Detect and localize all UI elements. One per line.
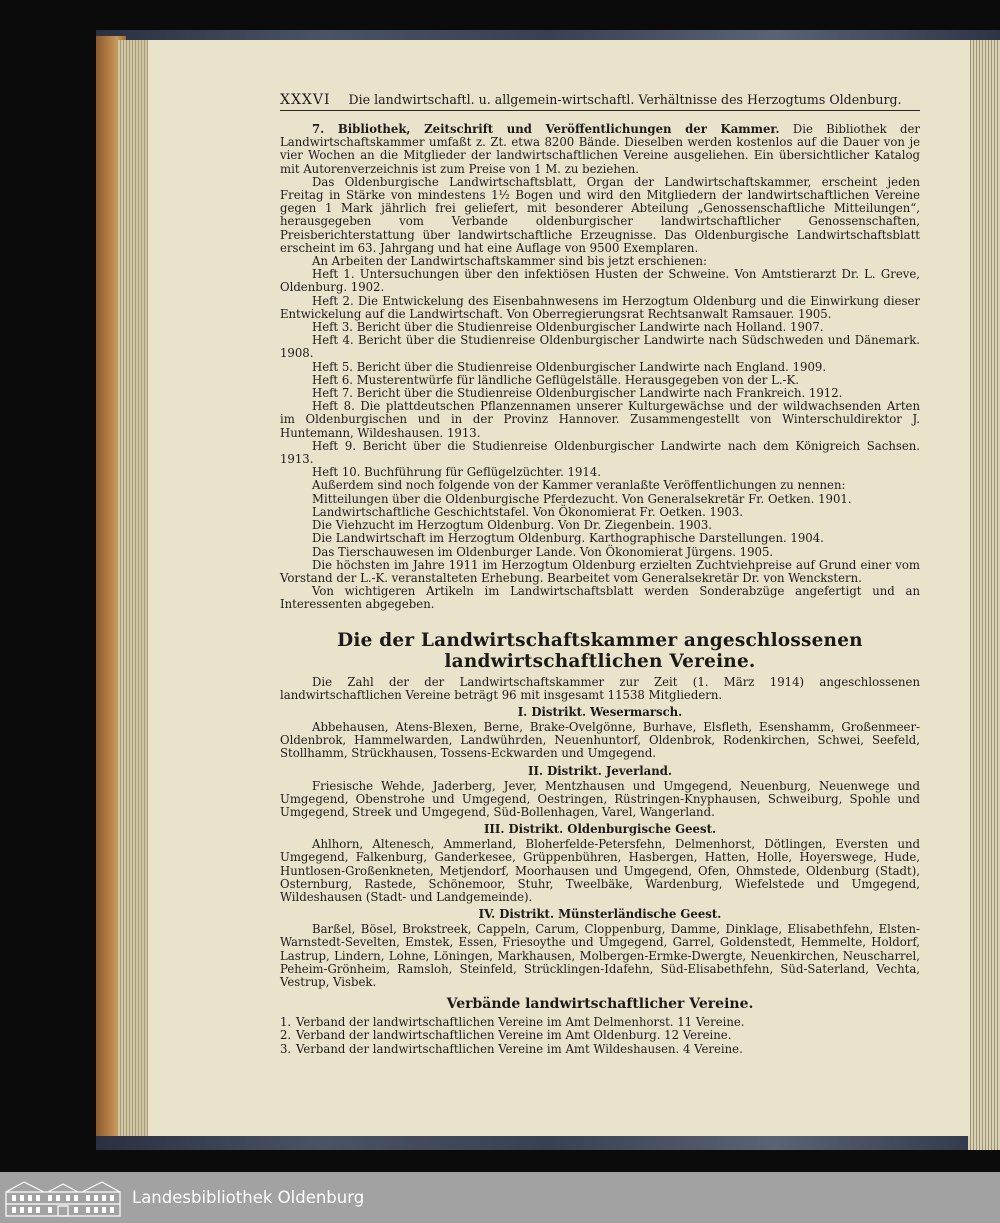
landwirtschaftsblatt-paragraph: Das Oldenburgische Landwirtschaftsblatt, Organ der Landwirtschaftskammer, erscheint jeden Freitag in Stärke von mindestens 1½ Bogen und wird den Mitgliedern der landwirtschaftlichen Vereine gegen 1 Mark jährlich frei geliefert, mit besonderer Abteilung „Genossenschaftliche Mitteilungen“, herausgegeben vom Verbande oldenburgischer landwirtschaftlicher Genossenschaften, Preisberichterstattung über landwirtschaftliche Erzeugnisse. Das Oldenburgische Landwirtschaftsblatt erscheint im 63. Jahrgang und hat eine Auflage von 9500 Exemplaren.: [280, 174, 920, 255]
heft-item: Heft 10. Buchführung für Geflügelzüchter. 1914.: [312, 465, 601, 480]
publication-item: Die höchsten im Jahre 1911 im Herzogtum Oldenburg erzielten Zuchtviehpreise auf Grund einer vom Vorstand der L.-K. veranstalteten Erhebung. Bearbeitet vom Generalsekretär Dr. von Wenckstern.: [280, 557, 920, 585]
district-heading: II. Distrikt. Jeverland.: [528, 763, 672, 778]
district-list: Friesische Wehde, Jaderberg, Jever, Mentzhausen und Umgegend, Neuenburg, Neuenwege und Umgegend, Obenstrohe und Umgegend, Oestringen, Rüstringen-Knyphausen, Schweiburg, Spohle und Umgegend, Streek und Umgegend, Süd-Bollenhagen, Varel, Wangerland.: [280, 778, 920, 819]
verband-text: Verband der landwirtschaftlichen Vereine im Amt Oldenburg. 12 Vereine.: [296, 1028, 732, 1043]
district-list: Ahlhorn, Altenesch, Ammerland, Bloherfelde-Petersfehn, Delmenhorst, Dötlingen, Eversten und Umgegend, Falkenburg, Ganderkesee, Grüppenbühren, Hasbergen, Hatten, Holle, Hoyerswege, Hude, Huntlosen-Großenkneten, Metjendorf, Moorhausen und Umgegend, Ofen, Ohmstede, Oldenburg (Stadt), Osternburg, Rastede, Schönemoor, Stuhr, Tweelbäke, Wardenburg, Wiefelstede und Umgegend, Wildeshausen (Stadt- und Landgemeinde).: [280, 837, 920, 904]
heft-item: Heft 6. Musterentwürfe für ländliche Geflügelställe. Herausgegeben von der L.-K.: [312, 372, 799, 387]
sonderabzuege-paragraph: Von wichtigeren Artikeln im Landwirtschaftsblatt werden Sonderabzüge angefertigt und an Interessenten abgegeben.: [280, 584, 920, 612]
publication-item: Die Viehzucht im Herzogtum Oldenburg. Von Dr. Ziegenbein. 1903.: [312, 518, 713, 533]
vereine-intro: Die Zahl der der Landwirtschaftskammer zur Zeit (1. März 1914) angeschlossenen landwirtschaftlichen Vereine beträgt 96 mit insgesamt 11538 Mitgliedern.: [280, 674, 920, 702]
publication-item: Die Landwirtschaft im Herzogtum Oldenburg. Karthographische Darstellungen. 1904.: [312, 531, 824, 546]
district-heading: IV. Distrikt. Münsterländische Geest.: [478, 907, 722, 922]
page-stack-left: [118, 40, 148, 1136]
heft-item: Heft 4. Bericht über die Studienreise Oldenburgischer Landwirte nach Südschweden und Dänemark. 1908.: [280, 333, 920, 361]
publication-item: Das Tierschauwesen im Oldenburger Lande. Von Ökonomierat Jürgens. 1905.: [312, 544, 774, 559]
heft-item: Heft 2. Die Entwickelung des Eisenbahnwesens im Herzogtum Oldenburg und die Einwirkung dieser Entwickelung auf die Landwirtschaft. Von Oberregierungsrat Rechtsanwalt Ramsauer. 1905.: [280, 293, 920, 321]
running-title: Die landwirtschaftl. u. allgemein-wirtschaftl. Verhältnisse des Herzogtums Oldenburg.: [348, 92, 902, 107]
section-7-paragraph: [280, 123, 920, 176]
library-building-logo-icon: [4, 1178, 122, 1218]
section-7-heading: 7. Bibliothek, Zeitschrift und Veröffentlichungen der Kammer.: [312, 122, 780, 136]
verbaende-list: [280, 1016, 920, 1056]
verband-text: Verband der landwirtschaftlichen Vereine im Amt Delmenhorst. 11 Vereine.: [296, 1015, 745, 1030]
verband-item: [280, 1043, 920, 1056]
district-list: Abbehausen, Atens-Blexen, Berne, Brake-Ovelgönne, Burhave, Elsfleth, Esenshamm, Großenmeer-Oldenbrok, Hammelwarden, Landwührden, Neuenhuntorf, Oldenbrok, Rodenkirchen, Schwei, Seefeld, Stollhamm, Strückhausen, Tossens-Eckwarden und Umgegend.: [280, 719, 920, 761]
section-7-text: Die Bibliothek der Landwirtschaftskammer umfaßt z. Zt. etwa 8200 Bände. Dieselben werden kostenlos auf die Dauer von je vier Wochen an die Mitglieder der landwirtschaftlichen Vereine ausgeliehen. Ein übersichtlicher Katalog mit Autorenverzeichnis ist zum Preise von 1 M. zu beziehen.: [280, 122, 920, 176]
verband-number: 1.: [280, 1015, 292, 1030]
page-stack-right: [968, 40, 1000, 1150]
publication-item: Landwirtschaftliche Geschichtstafel. Von Ökonomierat Fr. Oetken. 1903.: [312, 504, 743, 519]
page-number: XXXVI: [280, 92, 331, 108]
library-name: Landesbibliothek Oldenburg: [132, 1188, 365, 1207]
vereine-title: Die der Landwirtschaftskammer angeschlossenen landwirtschaftlichen Vereine.: [337, 629, 863, 672]
heft-item: Heft 8. Die plattdeutschen Pflanzennamen unserer Kulturgewächse und der wildwachsenden Arten im Oldenburgischen und in der Provinz Hannover. Zusammengestellt von Winterschuldirektor J. Huntemann, Wildeshausen. 1913.: [280, 399, 920, 440]
heft-item: Heft 1. Untersuchungen über den infektiösen Husten der Schweine. Von Amtstierarzt Dr. L. Greve, Oldenburg. 1902.: [280, 267, 920, 295]
district-list: Barßel, Bösel, Brokstreek, Cappeln, Carum, Cloppenburg, Damme, Dinklage, Elisabethfehn, Elsten-Warnstedt-Sevelten, Emstek, Essen, Friesoythe und Umgegend, Garrel, Goldenstedt, Hemmelte, Holdorf, Lastrup, Lindern, Lohne, Löningen, Markhausen, Molbergen-Ermke-Dwergte, Neuenkirchen, Neuscharrel, Peheim-Grönheim, Ramsloh, Steinfeld, Strücklingen-Idafehn, Süd-Elisabethfehn, Süd-Saterland, Vechta, Vestrup, Visbek.: [280, 922, 920, 989]
arbeiten-intro: An Arbeiten der Landwirtschaftskammer sind bis jetzt erschienen:: [312, 254, 707, 269]
district-heading: III. Distrikt. Oldenburgische Geest.: [483, 822, 717, 837]
publication-item: Mitteilungen über die Oldenburgische Pferdezucht. Von Generalsekretär Fr. Oetken. 1901.: [312, 491, 852, 506]
heft-item: Heft 9. Bericht über die Studienreise Oldenburgischer Landwirte nach dem Königreich Sachsen. 1913.: [280, 438, 920, 467]
ausserdem-intro: Außerdem sind noch folgende von der Kammer veranlaßte Veröffentlichungen zu nennen:: [312, 478, 846, 493]
verbaende-heading: Verbände landwirtschaftlicher Vereine.: [446, 996, 754, 1013]
heft-item: Heft 5. Bericht über die Studienreise Oldenburgischer Landwirte nach England. 1909.: [312, 359, 827, 374]
verband-text: Verband der landwirtschaftlichen Vereine im Amt Wildeshausen. 4 Vereine.: [296, 1041, 743, 1056]
heft-item: Heft 7. Bericht über die Studienreise Oldenburgischer Landwirte nach Frankreich. 1912.: [312, 386, 843, 401]
district-heading: I. Distrikt. Wesermarsch.: [517, 704, 683, 719]
verband-number: 2.: [280, 1028, 292, 1043]
library-footer-bar: [0, 1172, 1000, 1223]
running-header: [280, 92, 920, 111]
verband-number: 3.: [280, 1041, 292, 1056]
heft-item: Heft 3. Bericht über die Studienreise Oldenburgischer Landwirte nach Holland. 1907.: [312, 320, 824, 335]
page-content: [280, 92, 920, 1056]
